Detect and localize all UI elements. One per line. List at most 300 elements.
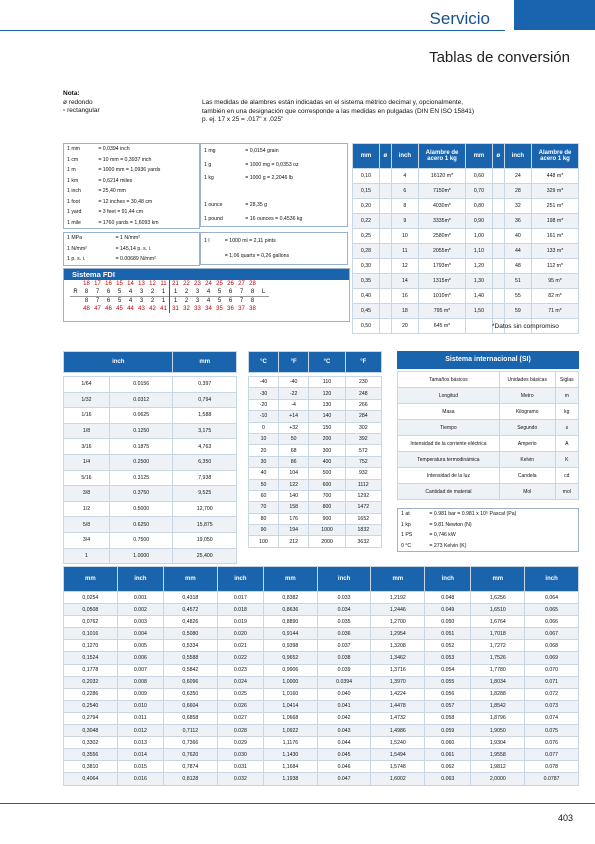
table-cell: 0,397 xyxy=(173,377,237,393)
wire-header: ø xyxy=(492,144,504,169)
table-cell: 0,7620 xyxy=(164,749,218,761)
page-number: 403 xyxy=(557,813,573,823)
table-cell: 112 m* xyxy=(532,259,579,274)
table-cell: 0.028 xyxy=(217,725,263,737)
table-cell: 7150m* xyxy=(418,184,465,199)
table-cell: 0.075 xyxy=(525,725,579,737)
wire-header: inch xyxy=(504,144,531,169)
table-row xyxy=(249,513,382,524)
table-cell: 0,90 xyxy=(465,214,492,229)
unit-row xyxy=(201,249,348,265)
table-cell: 0.066 xyxy=(525,616,579,628)
fdi-tooth: 2 xyxy=(184,289,189,295)
table-cell: 0.011 xyxy=(117,712,163,724)
fdi-tooth: 4 xyxy=(206,298,211,304)
temp-header: °F xyxy=(345,352,381,373)
table-cell: 0,2794 xyxy=(64,712,118,724)
table-cell: 0,8382 xyxy=(264,592,318,604)
table-row xyxy=(64,749,579,761)
fdi-tooth: 31 xyxy=(170,305,182,313)
table-cell: 1,2446 xyxy=(371,604,425,616)
table-cell xyxy=(379,229,391,244)
fdi-side xyxy=(258,280,269,288)
table-row xyxy=(353,289,579,304)
fdi-tooth: 47 xyxy=(94,306,101,312)
unit-label: 1 yard xyxy=(67,209,82,216)
mm-inch-header: mm xyxy=(471,567,525,592)
unit-label: 1 pound xyxy=(204,216,223,223)
table-row xyxy=(64,664,579,676)
table-row xyxy=(64,761,579,773)
table-cell: 1,0668 xyxy=(264,712,318,724)
table-cell: Tiempo xyxy=(398,420,500,436)
table-cell: 51 xyxy=(504,274,531,289)
table-cell: 1,1176 xyxy=(264,737,318,749)
table-cell: -30 xyxy=(249,388,279,399)
table-cell: 0.038 xyxy=(317,652,371,664)
fdi-title: Sistema FDI xyxy=(64,269,349,280)
table-cell: 0,6350 xyxy=(164,688,218,700)
table-cell: 1,5494 xyxy=(371,749,425,761)
table-cell: 1,1684 xyxy=(264,761,318,773)
note-line: también en una designación que corresponde a las medidas en pulgadas (DIN EN ISO 15841) xyxy=(202,107,475,115)
table-row xyxy=(249,456,382,467)
unit-value: = 16 ounces = 0,4536 kg xyxy=(245,216,303,223)
unit-row xyxy=(398,509,579,520)
mm-inch-header: inch xyxy=(217,567,263,592)
table-row xyxy=(64,700,579,712)
table-row xyxy=(64,486,237,502)
table-cell: Metro xyxy=(499,388,555,404)
wire-header: mm xyxy=(465,144,492,169)
table-row xyxy=(353,199,579,214)
table-cell: 932 xyxy=(345,468,381,479)
table-cell: 1,4224 xyxy=(371,688,425,700)
table-cell xyxy=(379,184,391,199)
table-cell: 3/4 xyxy=(64,532,110,548)
fdi-tooth: 16 xyxy=(105,281,112,287)
fdi-tooth: 15 xyxy=(116,281,123,287)
table-cell: 12 xyxy=(391,259,418,274)
si-table xyxy=(397,371,579,500)
table-row xyxy=(64,640,579,652)
note-line: p. ej. 17 x 25 = .017" x .025" xyxy=(202,116,284,123)
table-cell: 0.0394 xyxy=(317,676,371,688)
table-cell: 9,525 xyxy=(173,486,237,502)
table-cell: 0.029 xyxy=(217,737,263,749)
table-cell: 1/8 xyxy=(64,423,110,439)
length-units-table xyxy=(63,143,200,229)
table-cell: 0,3048 xyxy=(64,725,118,737)
table-cell: 0.057 xyxy=(425,700,471,712)
table-cell: 133 m* xyxy=(532,244,579,259)
table-cell: -40 xyxy=(249,377,279,388)
table-cell: 0.069 xyxy=(525,652,579,664)
table-cell: -22 xyxy=(278,388,308,399)
table-cell: 1/16 xyxy=(64,408,110,424)
fdi-tooth: 1 xyxy=(161,298,166,304)
table-cell: 0.3750 xyxy=(109,486,173,502)
table-cell: 14 xyxy=(391,274,418,289)
table-cell: 800 xyxy=(309,502,345,513)
table-cell: 140 xyxy=(278,490,308,501)
fdi-row xyxy=(70,280,269,288)
table-cell: 1,588 xyxy=(173,408,237,424)
table-cell: 448 m* xyxy=(532,169,579,184)
note-text xyxy=(202,99,542,125)
unit-label: 1 kg xyxy=(204,175,214,182)
table-cell xyxy=(492,199,504,214)
table-cell: 0.076 xyxy=(525,737,579,749)
table-cell: 0,6604 xyxy=(164,700,218,712)
table-row xyxy=(249,490,382,501)
unit-row xyxy=(64,244,200,255)
table-cell: K xyxy=(555,452,578,468)
table-cell: 16120 m* xyxy=(418,169,465,184)
table-row xyxy=(64,532,237,548)
fdi-tooth: 44 xyxy=(127,306,134,312)
note-line: Las medidas de alambres están indicadas en el sistema métrico decimal y, opcionalmente, xyxy=(202,99,464,106)
table-cell: 0.049 xyxy=(425,604,471,616)
table-cell: 0.064 xyxy=(525,592,579,604)
table-row xyxy=(64,439,237,455)
fdi-tooth: 7 xyxy=(239,289,244,295)
table-cell: 0,80 xyxy=(465,199,492,214)
table-cell: 0.014 xyxy=(117,749,163,761)
fdi-tooth: 38 xyxy=(249,306,256,312)
unit-label xyxy=(201,185,243,199)
table-cell: 1/32 xyxy=(64,392,110,408)
table-cell: 1,2954 xyxy=(371,628,425,640)
table-cell: 0,9144 xyxy=(264,628,318,640)
table-row xyxy=(64,604,579,616)
table-cell: 15,875 xyxy=(173,517,237,533)
table-cell: 28 xyxy=(504,184,531,199)
unit-label: 1 kp xyxy=(401,521,411,528)
table-cell: 20 xyxy=(391,319,418,334)
fdi-side xyxy=(70,280,81,288)
mm-inch-header: mm xyxy=(264,567,318,592)
table-cell: 0.042 xyxy=(317,712,371,724)
fdi-side xyxy=(70,297,81,306)
table-cell: 0.020 xyxy=(217,628,263,640)
table-row xyxy=(64,712,579,724)
table-cell: 0,5080 xyxy=(164,628,218,640)
footer-line xyxy=(0,803,595,804)
table-cell: 0,22 xyxy=(353,214,380,229)
table-cell: 0.030 xyxy=(217,749,263,761)
table-cell: +14 xyxy=(278,411,308,422)
table-cell: 4,763 xyxy=(173,439,237,455)
table-row xyxy=(249,377,382,388)
table-cell: 0.055 xyxy=(425,676,471,688)
note-item: ø redondo xyxy=(63,98,93,106)
table-cell: 0.005 xyxy=(117,640,163,652)
table-cell: 1,10 xyxy=(465,244,492,259)
table-cell: 1,6002 xyxy=(371,773,425,785)
table-cell: 1,7272 xyxy=(471,640,525,652)
table-cell: Candela xyxy=(499,468,555,484)
fdi-tooth: 25 xyxy=(216,281,223,287)
unit-value: = 0,6214 miles xyxy=(98,177,133,184)
table-cell: 0.016 xyxy=(117,773,163,785)
table-row xyxy=(64,501,237,517)
unit-value xyxy=(242,185,347,199)
table-cell: 0.007 xyxy=(117,664,163,676)
table-cell: 1,8542 xyxy=(471,700,525,712)
table-row xyxy=(398,404,579,420)
unit-row xyxy=(64,176,200,187)
table-cell: cd xyxy=(555,468,578,484)
si-title: Sistema internacional (SI) xyxy=(397,351,579,369)
fdi-tooth: 2 xyxy=(150,298,155,304)
table-cell: 302 xyxy=(345,422,381,433)
table-cell: 0.077 xyxy=(525,749,579,761)
unit-value: = 0,746 kW xyxy=(429,532,456,539)
table-cell: 4030m* xyxy=(418,199,465,214)
table-cell: 0.039 xyxy=(317,664,371,676)
fdi-tooth: 32 xyxy=(183,306,190,312)
table-cell: 0.071 xyxy=(525,676,579,688)
table-row xyxy=(398,484,579,500)
table-cell: 212 xyxy=(278,536,308,547)
table-cell: -4 xyxy=(278,399,308,410)
table-cell: 284 xyxy=(345,411,381,422)
table-cell: 1,4986 xyxy=(371,725,425,737)
unit-value: = 1 N/mm² xyxy=(115,235,140,242)
table-cell xyxy=(379,214,391,229)
table-cell: Intensidad de la luz xyxy=(398,468,500,484)
table-cell: 0.025 xyxy=(217,688,263,700)
fdi-tooth: 7 xyxy=(95,298,100,304)
table-cell: 0.048 xyxy=(425,592,471,604)
table-cell: 0,40 xyxy=(353,289,380,304)
table-cell xyxy=(379,319,391,334)
unit-value: = 10 mm = 0,3937 inch xyxy=(98,156,152,163)
table-cell: 2000 xyxy=(309,536,345,547)
table-cell: 500 xyxy=(309,468,345,479)
table-cell: 1,3462 xyxy=(371,652,425,664)
table-cell: 0,3556 xyxy=(64,749,118,761)
table-cell: 0.060 xyxy=(425,737,471,749)
table-cell: 0.062 xyxy=(425,761,471,773)
pressure-units-table xyxy=(63,232,200,266)
table-cell: 110 xyxy=(309,377,345,388)
table-cell xyxy=(379,244,391,259)
table-cell xyxy=(492,289,504,304)
table-cell: 1,40 xyxy=(465,289,492,304)
table-cell: 2055m* xyxy=(418,244,465,259)
note-item: ▫ rectangular xyxy=(63,107,100,114)
table-cell: 70 xyxy=(249,502,279,513)
wire-footnote: *Datos sin compromiso xyxy=(492,323,559,330)
table-cell: 122 xyxy=(278,479,308,490)
wire-header: inch xyxy=(391,144,418,169)
table-cell: 0,6858 xyxy=(164,712,218,724)
table-cell: 0.1875 xyxy=(109,439,173,455)
fdi-tooth: 4 xyxy=(206,289,211,295)
mm-inch-header: mm xyxy=(371,567,425,592)
table-cell: 0.053 xyxy=(425,652,471,664)
table-cell: 150 xyxy=(309,422,345,433)
table-row xyxy=(64,725,579,737)
table-cell: 200 xyxy=(309,433,345,444)
table-cell: 0.041 xyxy=(317,700,371,712)
unit-value: = 1000 mg = 0,0353 oz xyxy=(245,161,299,168)
table-cell: 176 xyxy=(278,513,308,524)
unit-label: 1 mm xyxy=(67,146,80,153)
table-cell: 1652 xyxy=(345,513,381,524)
table-cell: 3/8 xyxy=(64,486,110,502)
table-cell: 0.067 xyxy=(525,628,579,640)
table-cell: 0.010 xyxy=(117,700,163,712)
table-row xyxy=(64,737,579,749)
table-row xyxy=(249,411,382,422)
mm-inch-header: inch xyxy=(425,567,471,592)
table-cell: 0.043 xyxy=(317,725,371,737)
misc-units-table xyxy=(397,508,579,552)
table-cell: 0.033 xyxy=(317,592,371,604)
table-cell: 0,9398 xyxy=(264,640,318,652)
table-cell: 10 xyxy=(249,433,279,444)
mm-inch-header: inch xyxy=(317,567,371,592)
table-row xyxy=(249,422,382,433)
fdi-tooth: 8 xyxy=(84,298,89,304)
table-cell: 1010m* xyxy=(418,289,465,304)
fdi-tooth: 3 xyxy=(195,298,200,304)
fdi-side xyxy=(258,305,269,313)
table-cell: Kilogramo xyxy=(499,404,555,420)
table-cell: 24 xyxy=(504,169,531,184)
table-cell: 1,8034 xyxy=(471,676,525,688)
table-row xyxy=(249,525,382,536)
table-cell: 1,0922 xyxy=(264,725,318,737)
table-cell: 900 xyxy=(309,513,345,524)
fdi-table xyxy=(70,280,269,313)
fdi-tooth: 24 xyxy=(205,281,212,287)
table-cell: Cantidad de material xyxy=(398,484,500,500)
table-cell: 19,050 xyxy=(173,532,237,548)
table-cell: 0,1524 xyxy=(64,652,118,664)
unit-value: = 273 Kelvin (K) xyxy=(429,542,467,549)
temperature-table xyxy=(248,351,382,548)
fdi-side: L xyxy=(261,289,266,295)
table-cell: 230 xyxy=(345,377,381,388)
table-cell: 1 xyxy=(64,548,110,564)
table-cell: 36 xyxy=(504,214,531,229)
unit-label xyxy=(201,249,222,265)
table-row xyxy=(64,423,237,439)
table-cell: 300 xyxy=(309,445,345,456)
table-cell: 1,4478 xyxy=(371,700,425,712)
table-cell: 1,20 xyxy=(465,259,492,274)
table-cell: 0,20 xyxy=(353,199,380,214)
table-cell xyxy=(379,259,391,274)
table-cell: 1,4732 xyxy=(371,712,425,724)
unit-row xyxy=(398,530,579,541)
table-cell: 30 xyxy=(249,456,279,467)
table-cell xyxy=(379,274,391,289)
table-cell: 0,2032 xyxy=(64,676,118,688)
fdi-tooth: 41 xyxy=(160,306,167,312)
mm-inch-header: inch xyxy=(117,567,163,592)
note-block xyxy=(63,90,100,116)
table-cell: 700 xyxy=(309,490,345,501)
table-cell: 1,9812 xyxy=(471,761,525,773)
table-cell: 198 m* xyxy=(532,214,579,229)
table-cell xyxy=(492,229,504,244)
table-cell: Mol xyxy=(499,484,555,500)
table-cell: 40 xyxy=(249,468,279,479)
table-cell: 248 xyxy=(345,388,381,399)
unit-label: 1 MPa xyxy=(67,235,82,242)
table-cell: 5/16 xyxy=(64,470,110,486)
table-row xyxy=(249,479,382,490)
table-cell: 0,8636 xyxy=(264,604,318,616)
fdi-tooth: 18 xyxy=(83,281,90,287)
inch-header: inch xyxy=(64,352,173,373)
table-cell: 68 xyxy=(278,445,308,456)
table-cell: 0.021 xyxy=(217,640,263,652)
table-row xyxy=(353,244,579,259)
table-cell xyxy=(492,274,504,289)
fdi-tooth: 33 xyxy=(194,306,201,312)
table-row xyxy=(64,454,237,470)
table-cell: 1/4 xyxy=(64,454,110,470)
table-cell: 0.078 xyxy=(525,761,579,773)
fdi-side xyxy=(70,305,81,313)
table-cell: 0.031 xyxy=(217,761,263,773)
unit-row xyxy=(201,158,348,172)
table-cell: 0,25 xyxy=(353,229,380,244)
unit-value: = 12 inches = 30,48 cm xyxy=(98,198,153,205)
unit-value: = 28,35 g xyxy=(245,202,268,209)
table-cell: 0,4064 xyxy=(64,773,118,785)
table-cell: 0.027 xyxy=(217,712,263,724)
fdi-tooth: 34 xyxy=(205,306,212,312)
table-cell: 1,6764 xyxy=(471,616,525,628)
table-cell: Intensidad de la corriente eléctrica xyxy=(398,436,500,452)
unit-row xyxy=(398,520,579,531)
table-cell: 7,938 xyxy=(173,470,237,486)
table-cell: 1,3208 xyxy=(371,640,425,652)
table-row xyxy=(249,536,382,547)
fdi-tooth: 46 xyxy=(105,306,112,312)
unit-row xyxy=(64,186,200,197)
table-cell: 0,30 xyxy=(353,259,380,274)
table-cell: 140 xyxy=(309,411,345,422)
table-cell: 0.0312 xyxy=(109,392,173,408)
table-cell: 0,28 xyxy=(353,244,380,259)
table-cell: 1,5240 xyxy=(371,737,425,749)
unit-row xyxy=(64,165,200,176)
table-cell xyxy=(379,304,391,319)
table-cell: 0,70 xyxy=(465,184,492,199)
unit-label: 1 at xyxy=(401,511,410,518)
table-cell: 0.001 xyxy=(117,592,163,604)
table-cell: 0.006 xyxy=(117,652,163,664)
table-cell: 80 xyxy=(249,513,279,524)
table-cell: 20 xyxy=(249,445,279,456)
table-row xyxy=(353,304,579,319)
fdi-tooth: 2 xyxy=(184,298,189,304)
table-cell: 0,15 xyxy=(353,184,380,199)
table-cell: 1/2 xyxy=(64,501,110,517)
table-cell: mol xyxy=(555,484,578,500)
table-row xyxy=(353,259,579,274)
table-row xyxy=(64,470,237,486)
temp-header: °F xyxy=(278,352,308,373)
